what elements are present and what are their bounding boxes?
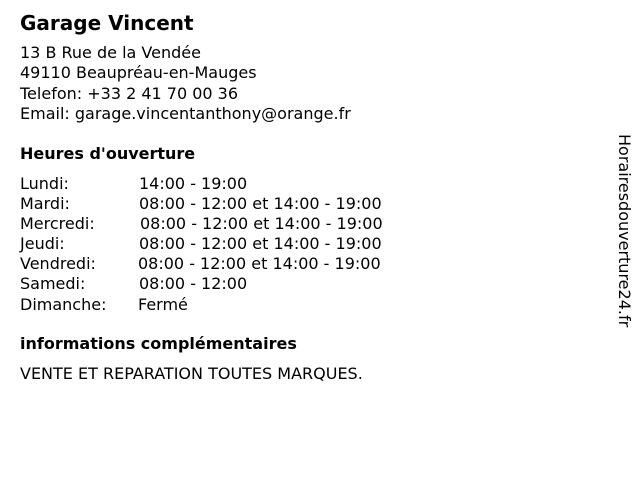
watermark-text: Horairesdouverture24.fr xyxy=(615,134,634,328)
opening-hours-heading: Heures d'ouverture xyxy=(20,144,196,163)
phone-number: Telefon: +33 2 41 70 00 36 xyxy=(20,83,239,103)
site-watermark xyxy=(612,134,636,374)
hours-time: Fermé xyxy=(138,294,188,314)
hours-day: Dimanche: xyxy=(20,294,107,314)
hours-time: 08:00 - 12:00 et 14:00 - 19:00 xyxy=(139,234,382,254)
hours-day: Mercredi: xyxy=(20,214,95,234)
street-address: 13 B Rue de la Vendée xyxy=(20,43,201,62)
additional-info-text: VENTE ET REPARATION TOUTES MARQUES. xyxy=(20,364,363,383)
email-address: Email: garage.vincentanthony@orange.fr xyxy=(20,103,351,123)
additional-info-heading: informations complémentaires xyxy=(20,334,297,353)
hours-time: 14:00 - 19:00 xyxy=(139,174,248,193)
hours-day: Lundi: xyxy=(20,174,69,193)
city-address: 49110 Beaupréau-en-Mauges xyxy=(20,63,257,83)
hours-time: 08:00 - 12:00 et 14:00 - 19:00 xyxy=(140,214,383,234)
contact-block xyxy=(20,43,351,124)
business-name: Garage Vincent xyxy=(20,11,194,35)
hours-day: Samedi: xyxy=(20,274,86,294)
hours-day: Vendredi: xyxy=(20,254,96,274)
hours-time: 08:00 - 12:00 et 14:00 - 19:00 xyxy=(139,194,382,214)
hours-time: 08:00 - 12:00 et 14:00 - 19:00 xyxy=(138,254,381,274)
hours-day: Jeudi: xyxy=(20,234,65,254)
hours-time: 08:00 - 12:00 xyxy=(139,274,248,294)
hours-day: Mardi: xyxy=(20,194,70,214)
